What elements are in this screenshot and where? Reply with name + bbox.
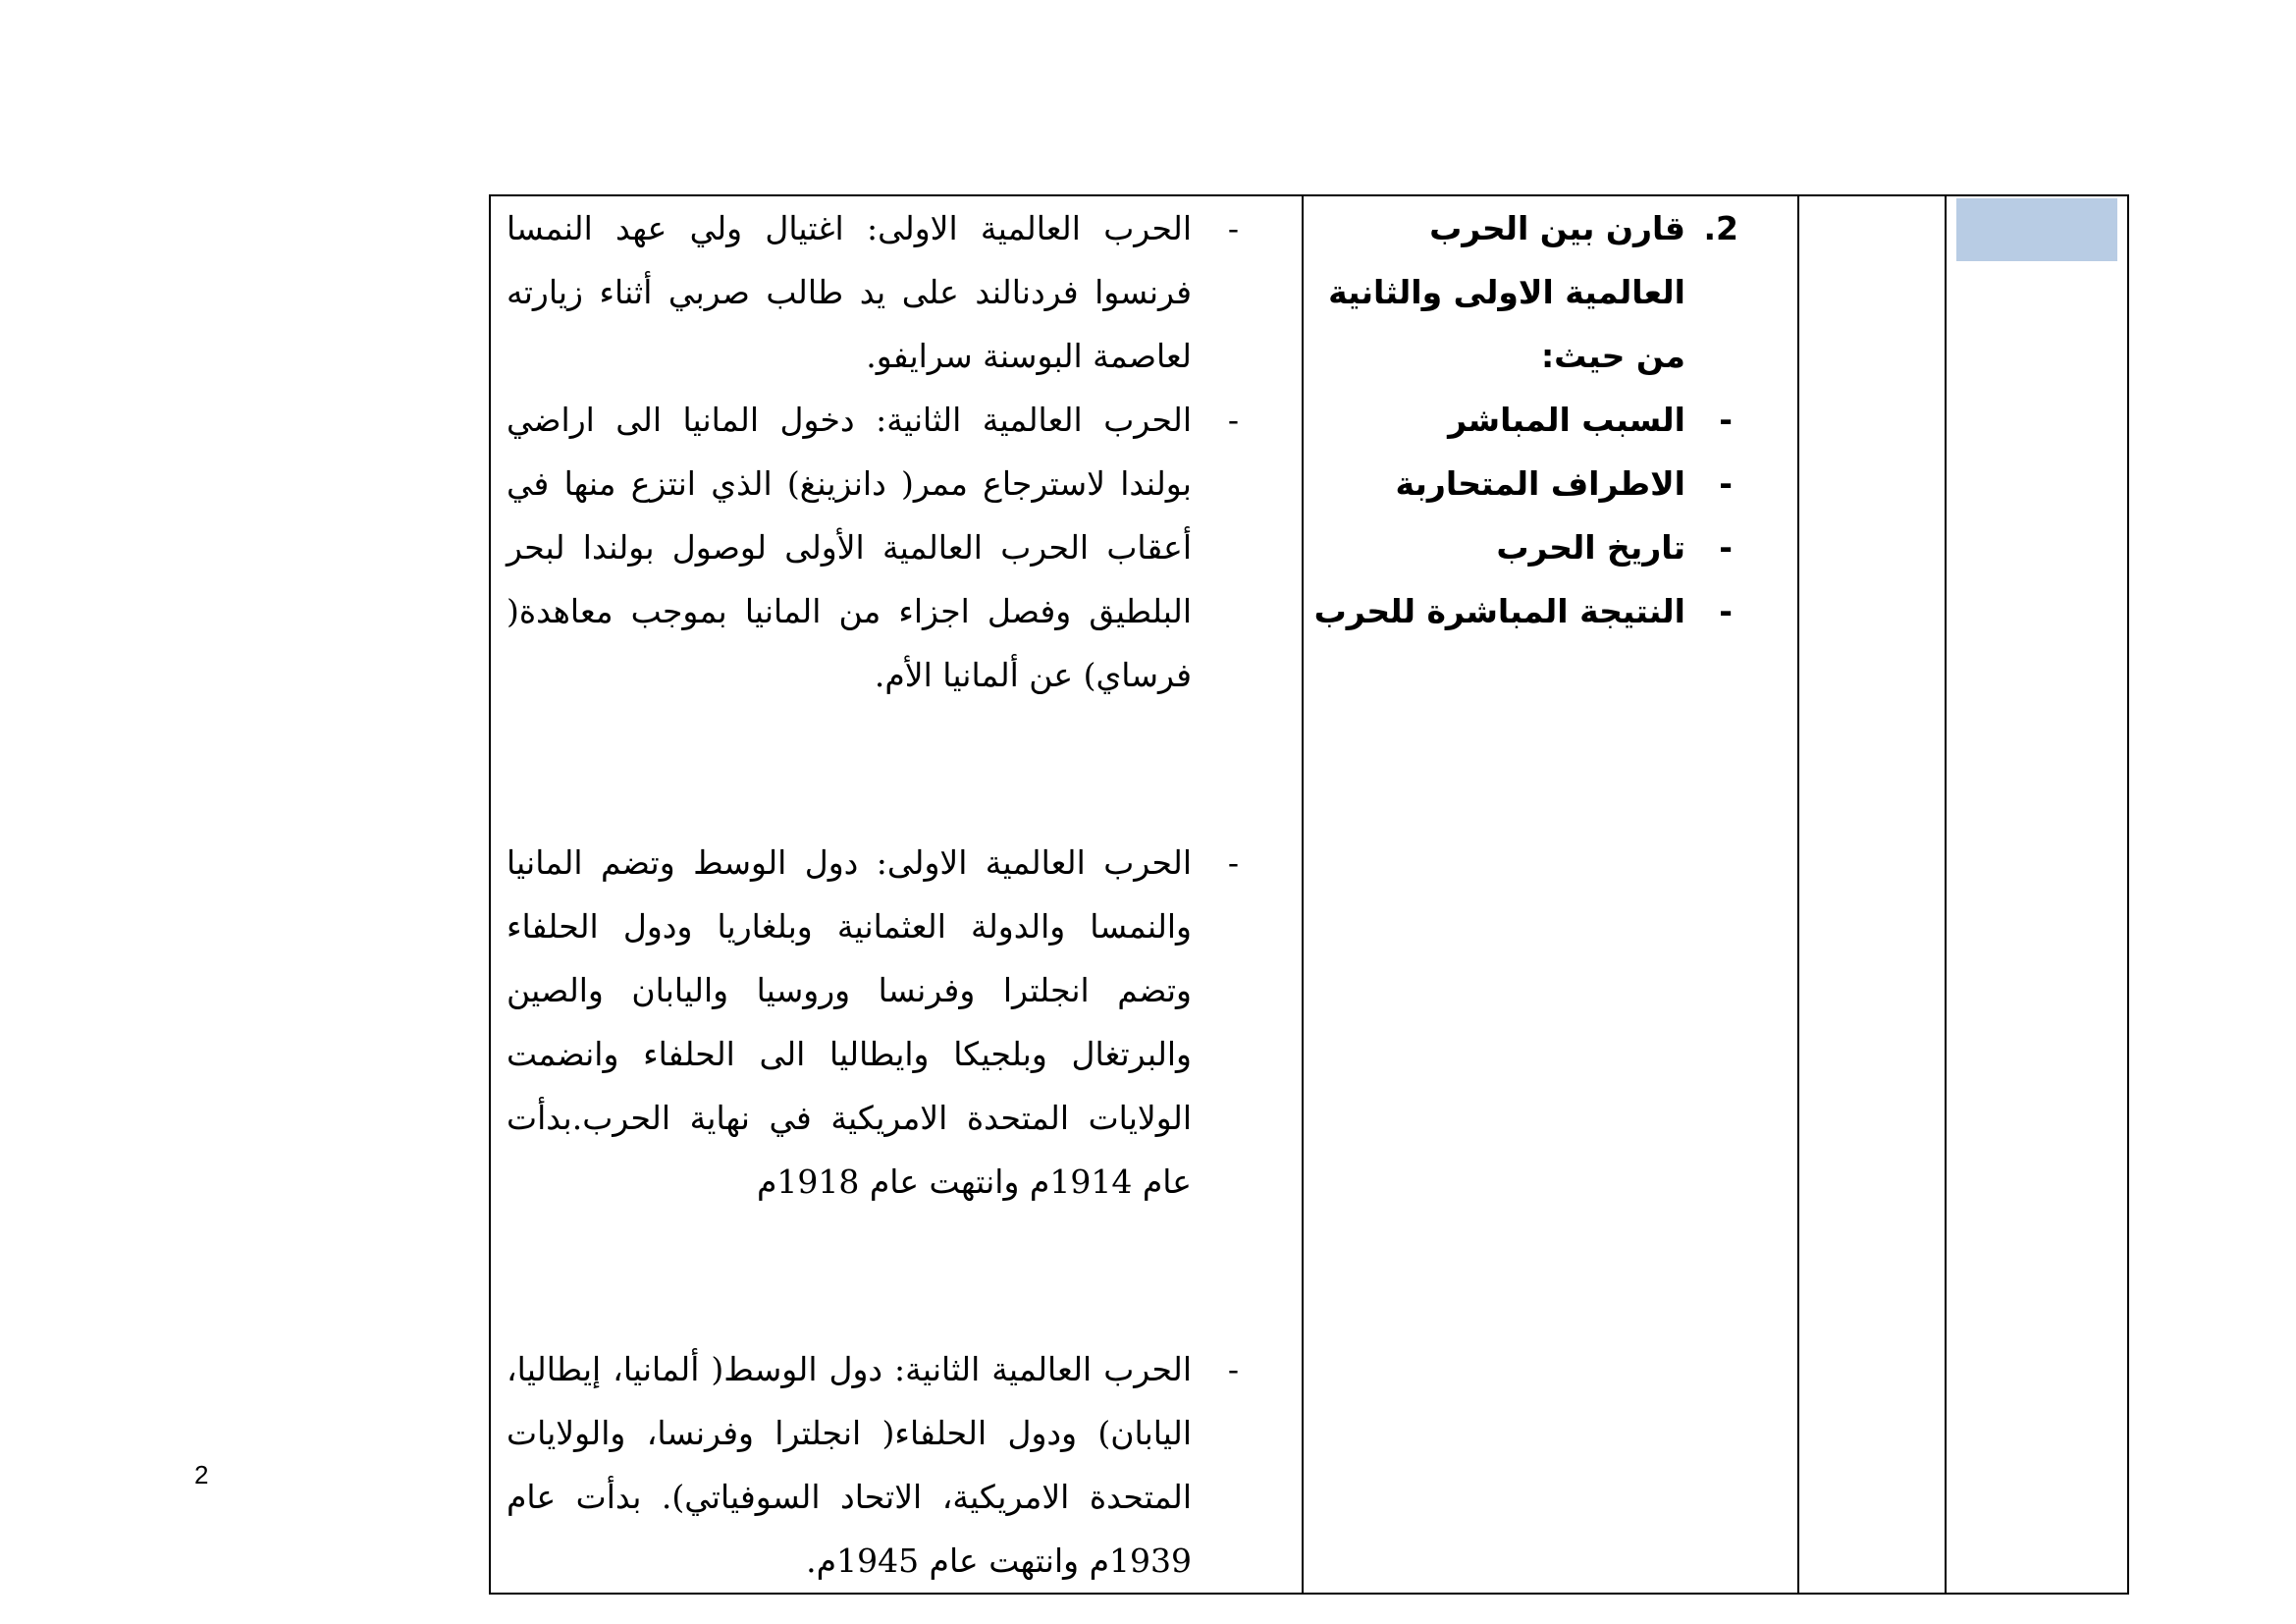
- list-item: [1304, 579, 1797, 643]
- question-number: 2.: [1703, 209, 1738, 247]
- spacer: [507, 1214, 1302, 1337]
- dash-bullet: -: [1227, 843, 1239, 882]
- dash-bullet: -: [1719, 401, 1733, 439]
- answer-item-4: [507, 1337, 1302, 1593]
- answer-text: الحرب العالمية الثانية: دخول المانيا الى اراضي بولندا لاسترجاع ممر( دانزينغ) الذي انتزع منها في أعقاب الحرب العالمية الأولى لوصول بولندا لبحر البلطيق وفصل اجزاء من المانيا بموجب معاهدة( فرساي) عن ألمانيا الأم.: [507, 401, 1192, 694]
- shaded-cell: [1946, 195, 2128, 1594]
- list-item: [1304, 452, 1797, 515]
- lesson-table: [489, 194, 2129, 1595]
- answer-item-3: [507, 831, 1302, 1214]
- list-item: [1304, 388, 1797, 452]
- question-cell: [1303, 195, 1798, 1594]
- question-title: قارن بين الحرب العالمية الاولى والثانية من حيث:: [1328, 209, 1685, 375]
- dash-bullet: -: [1719, 528, 1733, 567]
- answer-text: الحرب العالمية الثانية: دول الوسط( ألمانيا، إيطاليا، اليابان) ودول الحلفاء( انجلترا وفرنسا، والولايات المتحدة الامريكية، الاتحاد السوفياتي). بدأت عام 1939م وانتهت عام 1945م.: [507, 1350, 1192, 1580]
- dash-bullet: -: [1719, 464, 1733, 503]
- spacer: [507, 707, 1302, 831]
- criteria-list: [1304, 388, 1797, 643]
- criterion-text: السبب المباشر: [1448, 401, 1685, 439]
- dash-bullet: -: [1227, 401, 1239, 439]
- table-row: [490, 195, 2128, 1594]
- answer-text: الحرب العالمية الاولى: اغتيال ولي عهد النمسا فرنسوا فردنالند على يد طالب صربي أثناء زيارته لعاصمة البوسنة سرايفو.: [507, 209, 1192, 375]
- page-number: 2: [194, 1460, 209, 1489]
- answer-text: الحرب العالمية الاولى: دول الوسط وتضم المانيا والنمسا والدولة العثمانية وبلغاريا ودول الحلفاء وتضم انجلترا وفرنسا وروسيا واليابان والصين والبرتغال وبلجيكا وايطاليا الى الحلفاء وانضمت الولايات المتحدة الامريكية في نهاية الحرب.بدأت عام 1914م وانتهت عام 1918م: [507, 843, 1192, 1201]
- question-heading: [1304, 196, 1797, 388]
- dash-bullet: -: [1719, 592, 1733, 630]
- shade-block: [1956, 198, 2117, 261]
- dash-bullet: -: [1227, 209, 1239, 247]
- dash-bullet: -: [1227, 1350, 1239, 1388]
- criterion-text: النتيجة المباشرة للحرب: [1313, 592, 1685, 630]
- criterion-text: تاريخ الحرب: [1496, 528, 1685, 567]
- answer-cell: [490, 195, 1303, 1594]
- answer-item-1: [507, 196, 1302, 388]
- empty-cell: [1798, 195, 1946, 1594]
- criterion-text: الاطراف المتحاربة: [1395, 464, 1685, 503]
- answer-item-2: [507, 388, 1302, 707]
- list-item: [1304, 515, 1797, 579]
